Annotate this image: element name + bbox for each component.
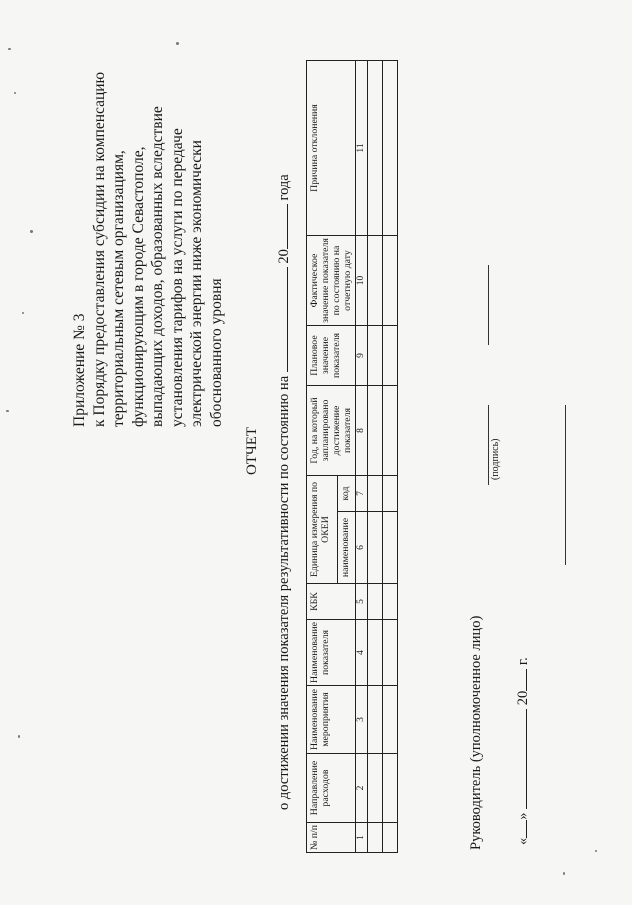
header-deviation-reason: Причина отклонения <box>307 61 356 236</box>
column-number: 10 <box>356 236 368 326</box>
column-number: 4 <box>356 620 368 686</box>
scan-speck <box>30 230 33 233</box>
column-number: 3 <box>356 686 368 754</box>
subtitle-year-prefix: 20 <box>276 249 292 264</box>
column-number: 2 <box>356 754 368 823</box>
column-number: 6 <box>356 512 368 584</box>
scan-speck <box>14 92 16 94</box>
table-row <box>368 61 383 853</box>
appendix-line: электрической энергии ниже экономически <box>188 140 205 427</box>
scan-speck <box>8 48 11 50</box>
report-subtitle <box>276 174 293 810</box>
header-actual-value: Фактическое значение показателя по состоянию на отчетную дату <box>307 236 356 326</box>
header-unit-name: наименование <box>337 512 355 584</box>
header-unit-code: код <box>337 476 355 512</box>
subtitle-year-suffix: года <box>276 174 292 201</box>
date-close-quote: » <box>515 812 531 820</box>
scan-speck <box>18 735 20 738</box>
scan-speck <box>595 850 597 852</box>
scan-speck <box>563 872 565 875</box>
appendix-line: территориальным сетевым организациям, <box>110 150 127 427</box>
column-number: 11 <box>356 61 368 236</box>
column-number: 5 <box>356 584 368 620</box>
signature-underline <box>565 405 566 565</box>
scan-speck <box>176 42 179 45</box>
header-planned-value: Плановое значение показателя <box>307 326 356 386</box>
column-number: 9 <box>356 326 368 386</box>
date-line <box>515 657 532 845</box>
subtitle-text: о достижении значения показателя результативности по состоянию на <box>276 375 292 810</box>
header-event-name: Наименование мероприятия <box>307 686 356 754</box>
signature-line <box>488 405 489 485</box>
header-expense-direction: Направление расходов <box>307 754 356 823</box>
appendix-block <box>70 72 226 427</box>
appendix-line: функционирующим в городе Севастополе, <box>129 146 147 427</box>
appendix-line: к Порядку предоставления субсидии на компенсацию <box>90 71 108 427</box>
column-number: 1 <box>356 823 368 853</box>
report-table <box>306 60 398 853</box>
signatory-label: Руководитель (уполномоченное лицо) <box>468 615 484 850</box>
header-indicator-name: Наименование показателя <box>307 620 356 686</box>
date-year-prefix: 20 <box>515 690 531 706</box>
appendix-line: Приложение № 3 <box>71 313 88 427</box>
header-kbk: КБК <box>307 584 356 620</box>
appendix-line: обоснованного уровня <box>207 278 225 427</box>
table-row <box>383 61 398 853</box>
column-number: 7 <box>356 476 368 512</box>
signature-caption: (подпись) <box>490 438 501 480</box>
date-year-suffix: г. <box>515 657 531 666</box>
scan-speck <box>22 312 24 314</box>
column-number: 8 <box>356 386 368 476</box>
report-title: ОТЧЕТ <box>244 426 260 475</box>
scan-speck <box>6 410 9 412</box>
name-line <box>488 265 489 345</box>
header-number: № п/п <box>307 823 356 853</box>
header-unit-okei: Единица измерения по ОКЕИ <box>307 476 338 584</box>
appendix-line: установления тарифов на услуги по передаче <box>168 128 186 427</box>
date-open-quote: « <box>515 837 531 845</box>
header-target-year: Год, на который запланировано достижение показателя <box>307 386 356 476</box>
appendix-line: выпадающих доходов, образованных вследствие <box>149 106 166 427</box>
